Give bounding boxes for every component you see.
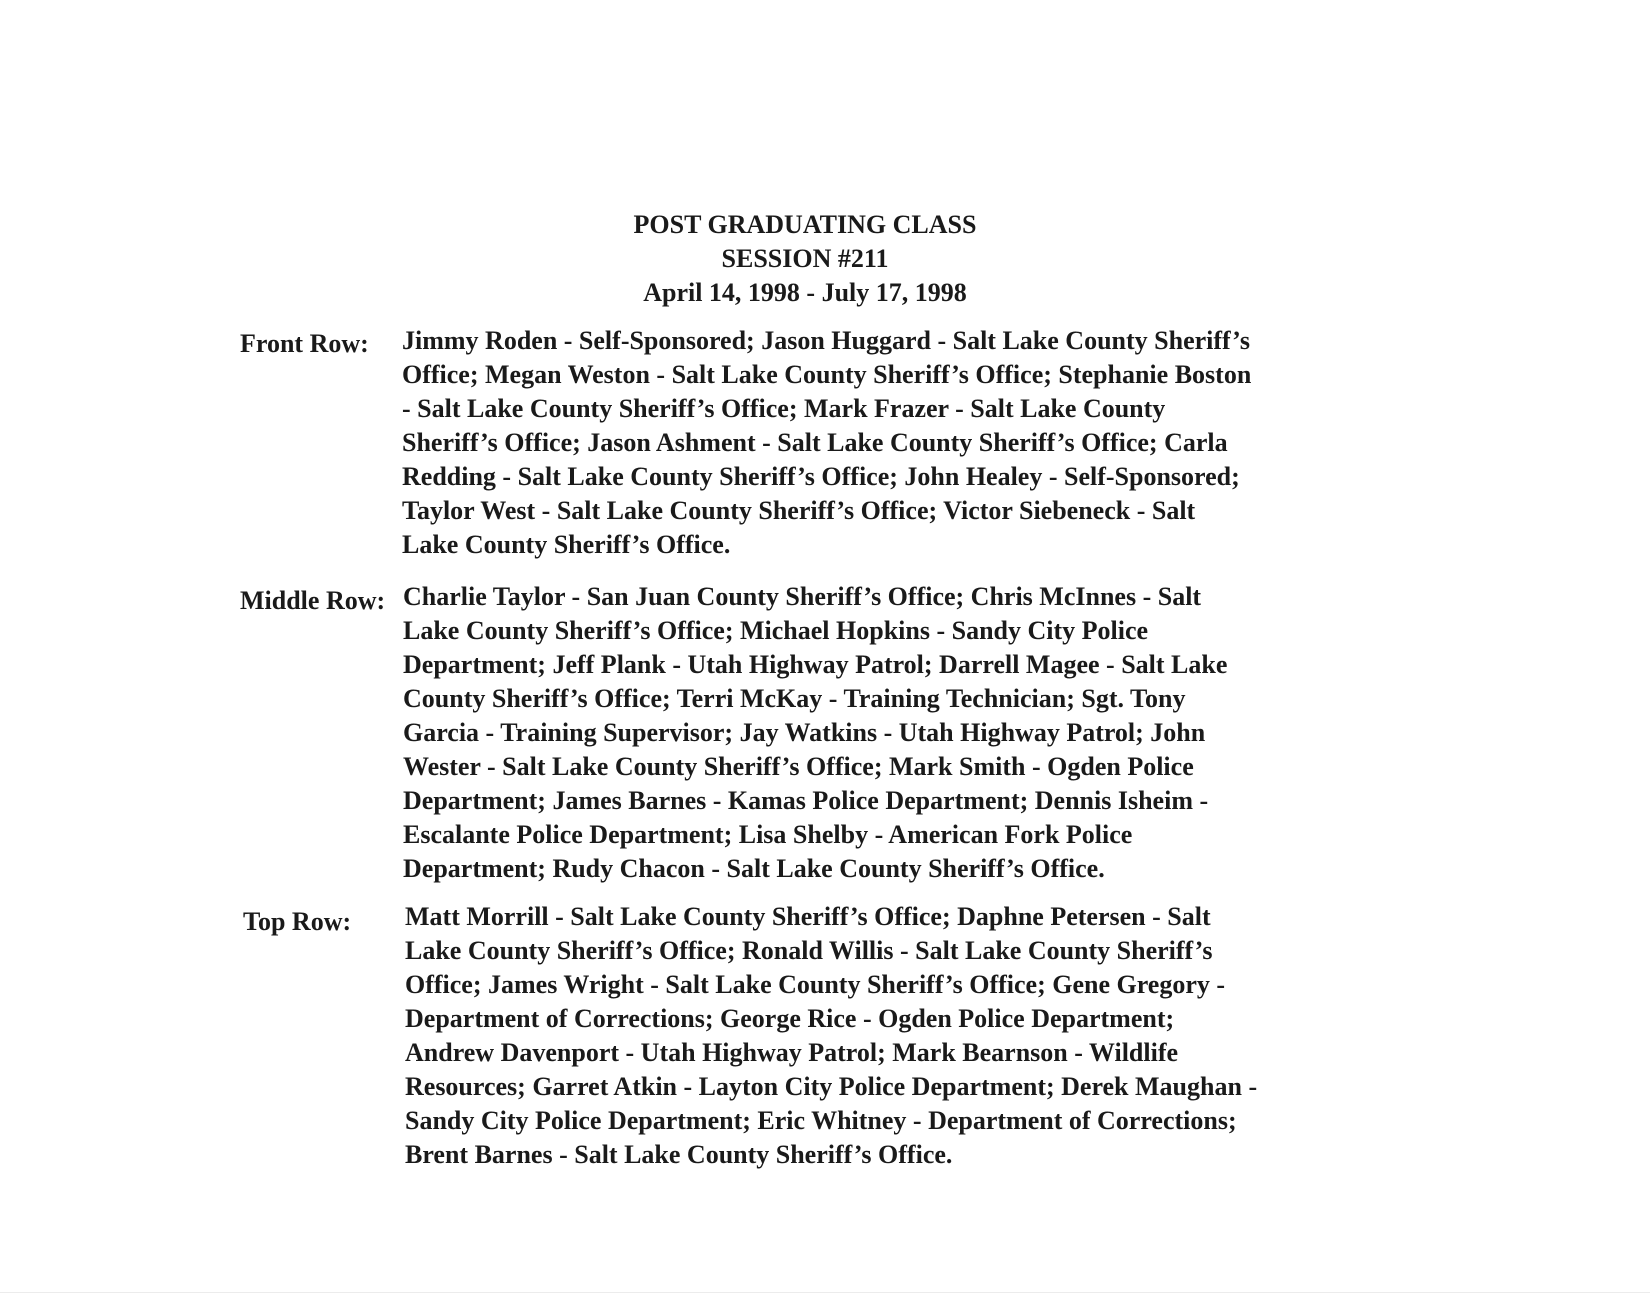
front-row-label: Front Row: bbox=[240, 329, 369, 358]
middle-row-label: Middle Row: bbox=[240, 586, 386, 615]
middle-row-line: County Sheriff’s Office; Terri McKay - Training Technician; Sgt. Tony bbox=[403, 684, 1186, 713]
middle-row-line: Department; Rudy Chacon - Salt Lake County Sheriff’s Office. bbox=[403, 854, 1105, 883]
top-row-line: Andrew Davenport - Utah Highway Patrol; Mark Bearnson - Wildlife bbox=[405, 1038, 1179, 1067]
front-row-text bbox=[402, 324, 1322, 562]
front-row-line: Sheriff’s Office; Jason Ashment - Salt Lake County Sheriff’s Office; Carla bbox=[402, 428, 1228, 457]
front-row-line: - Salt Lake County Sheriff’s Office; Mark Frazer - Salt Lake County bbox=[402, 394, 1166, 423]
top-row-line: Lake County Sheriff’s Office; Ronald Willis - Salt Lake County Sheriff’s bbox=[405, 936, 1213, 965]
top-row-label: Top Row: bbox=[243, 907, 352, 936]
top-row-line: Office; James Wright - Salt Lake County Sheriff’s Office; Gene Gregory - bbox=[405, 970, 1226, 999]
scan-edge-divider bbox=[0, 1292, 1650, 1293]
top-row-line: Matt Morrill - Salt Lake County Sheriff’s Office; Daphne Petersen - Salt bbox=[405, 902, 1211, 931]
top-row-line: Sandy City Police Department; Eric Whitney - Department of Corrections; bbox=[405, 1106, 1237, 1135]
middle-row-line: Department; James Barnes - Kamas Police Department; Dennis Isheim - bbox=[403, 786, 1209, 815]
front-row-line: Taylor West - Salt Lake County Sheriff’s Office; Victor Siebeneck - Salt bbox=[402, 496, 1196, 525]
middle-row-line: Escalante Police Department; Lisa Shelby - American Fork Police bbox=[403, 820, 1133, 849]
document-header bbox=[0, 208, 1610, 310]
front-row-line: Redding - Salt Lake County Sheriff’s Office; John Healey - Self-Sponsored; bbox=[402, 462, 1240, 491]
header-session: SESSION #211 bbox=[721, 244, 889, 273]
top-row-text bbox=[405, 900, 1325, 1172]
middle-row-line: Lake County Sheriff’s Office; Michael Hopkins - Sandy City Police bbox=[403, 616, 1149, 645]
front-row-line: Jimmy Roden - Self-Sponsored; Jason Huggard - Salt Lake County Sheriff’s bbox=[402, 326, 1250, 355]
top-row-line: Resources; Garret Atkin - Layton City Police Department; Derek Maughan - bbox=[405, 1072, 1258, 1101]
header-title: POST GRADUATING CLASS bbox=[633, 210, 977, 239]
top-row-line: Brent Barnes - Salt Lake County Sheriff’s Office. bbox=[405, 1140, 953, 1169]
middle-row-line: Department; Jeff Plank - Utah Highway Patrol; Darrell Magee - Salt Lake bbox=[403, 650, 1228, 679]
header-dates: April 14, 1998 - July 17, 1998 bbox=[643, 278, 967, 307]
front-row-line: Lake County Sheriff’s Office. bbox=[402, 530, 731, 559]
front-row-line: Office; Megan Weston - Salt Lake County Sheriff’s Office; Stephanie Boston bbox=[402, 360, 1252, 389]
top-row-line: Department of Corrections; George Rice - Ogden Police Department; bbox=[405, 1004, 1175, 1033]
middle-row-line: Wester - Salt Lake County Sheriff’s Office; Mark Smith - Ogden Police bbox=[403, 752, 1194, 781]
middle-row-text bbox=[403, 580, 1323, 886]
middle-row-line: Garcia - Training Supervisor; Jay Watkins - Utah Highway Patrol; John bbox=[403, 718, 1206, 747]
middle-row-line: Charlie Taylor - San Juan County Sheriff’s Office; Chris McInnes - Salt bbox=[403, 582, 1202, 611]
